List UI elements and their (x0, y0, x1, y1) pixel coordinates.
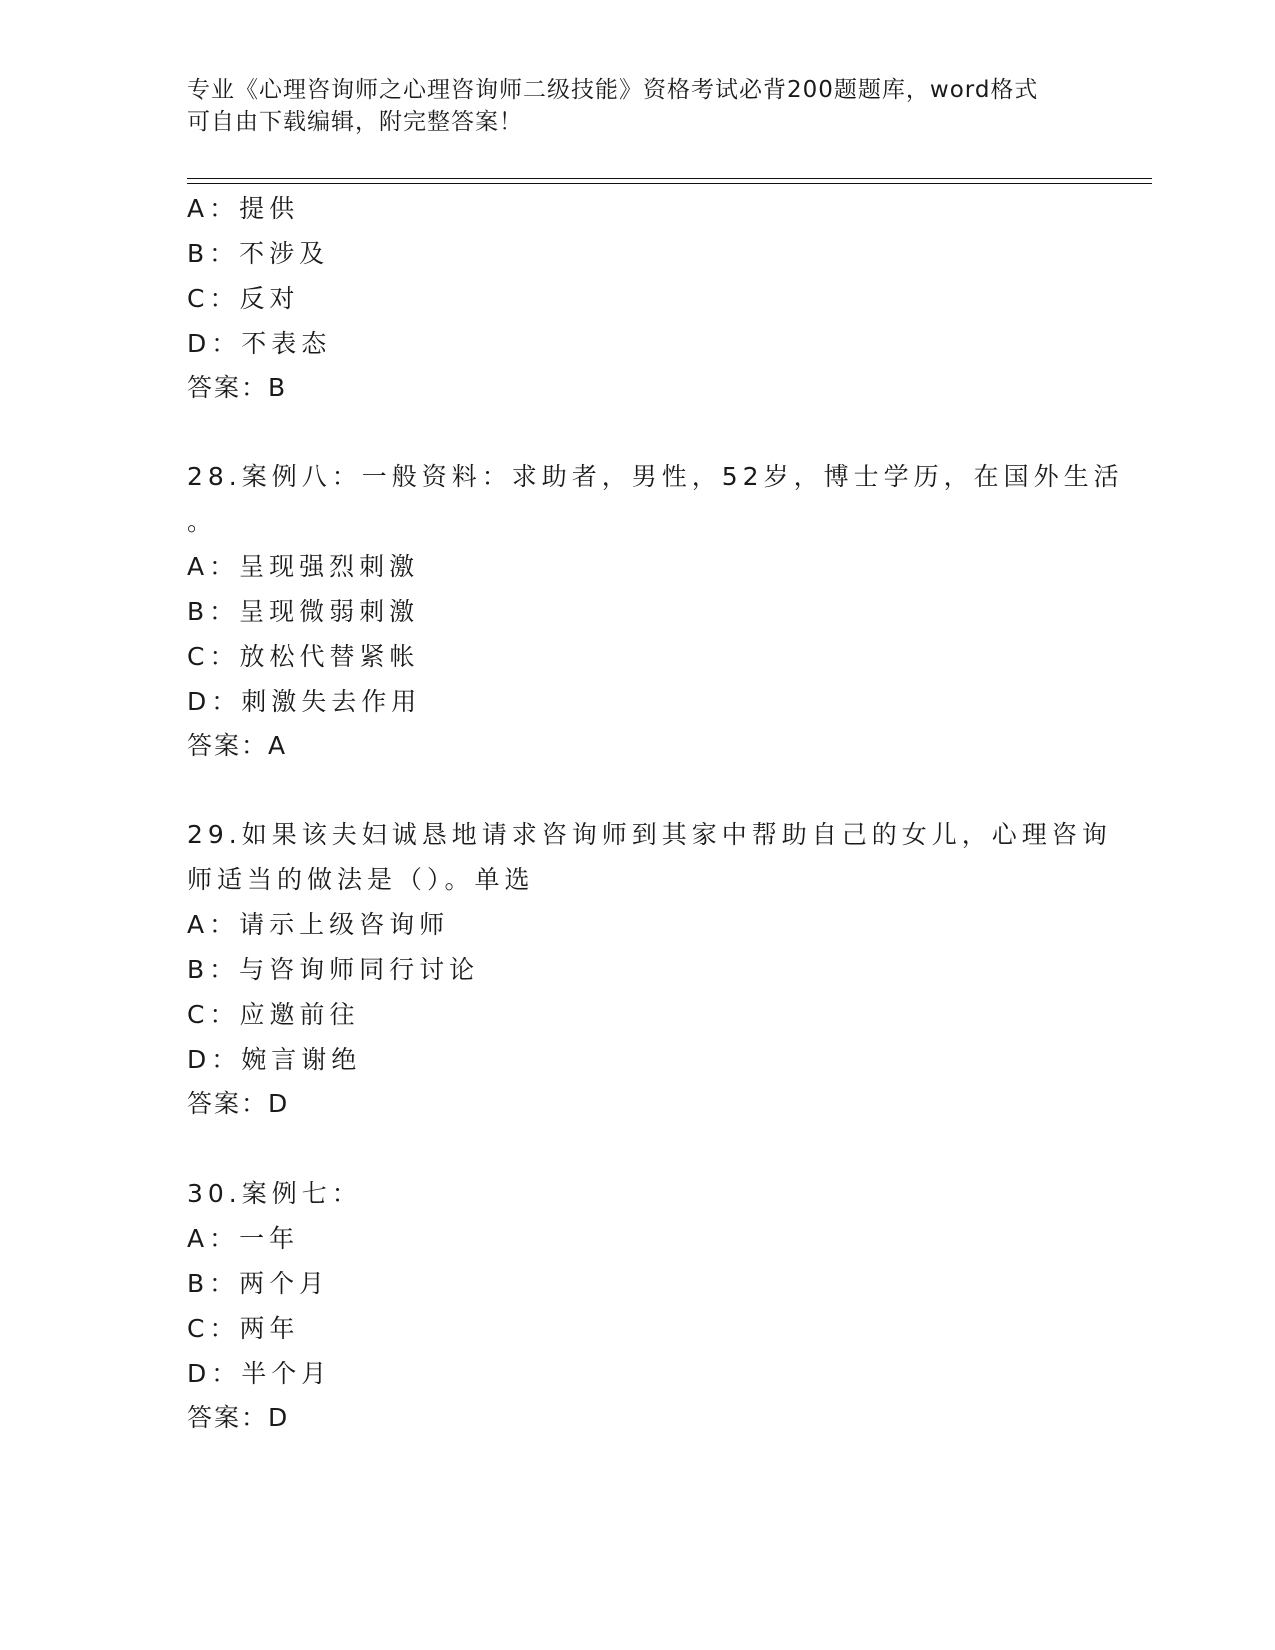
q30-stem: 30.案例七： (187, 1179, 362, 1208)
q30-answer: 答案：D (187, 1403, 290, 1432)
q29-option-c: C：应邀前往 (187, 1000, 360, 1029)
header-title-line-1: 专业《心理咨询师之心理咨询师二级技能》资格考试必背200题题库，word格式 (187, 77, 1039, 103)
q29-option-a: A：请示上级咨询师 (187, 910, 450, 939)
q27-option-c: C：反对 (187, 284, 300, 313)
q30-option-b: B：两个月 (187, 1269, 330, 1298)
q28-option-c: C：放松代替紧帐 (187, 642, 420, 671)
q30-option-d: D：半个月 (187, 1359, 332, 1388)
q28-stem-line-1: 28.案例八：一般资料：求助者，男性，52岁，博士学历，在国外生活 (187, 462, 1124, 491)
header-title-line-2: 可自由下载编辑，附完整答案！ (187, 109, 523, 135)
q27-option-d: D：不表态 (187, 329, 332, 358)
q28-stem-line-2: 。 (187, 507, 218, 536)
q28-option-a: A：呈现强烈刺激 (187, 552, 420, 581)
header-divider-top (187, 178, 1152, 179)
q29-stem-line-1: 29.如果该夫妇诚恳地请求咨询师到其家中帮助自己的女儿，心理咨询 (187, 820, 1112, 849)
q30-option-a: A：一年 (187, 1224, 300, 1253)
q28-option-d: D：刺激失去作用 (187, 687, 422, 716)
q27-option-a: A：提供 (187, 194, 300, 223)
header-divider-bottom (187, 183, 1152, 184)
q30-option-c: C：两年 (187, 1314, 300, 1343)
q27-answer: 答案：B (187, 373, 288, 402)
q29-option-b: B：与咨询师同行讨论 (187, 955, 480, 984)
q29-option-d: D：婉言谢绝 (187, 1045, 362, 1074)
q29-stem-line-2: 师适当的做法是（）。单选 (187, 865, 535, 894)
q29-answer: 答案：D (187, 1089, 290, 1118)
q27-option-b: B：不涉及 (187, 239, 330, 268)
q28-answer: 答案：A (187, 731, 288, 760)
document-header (187, 74, 1087, 138)
q28-option-b: B：呈现微弱刺激 (187, 597, 420, 626)
